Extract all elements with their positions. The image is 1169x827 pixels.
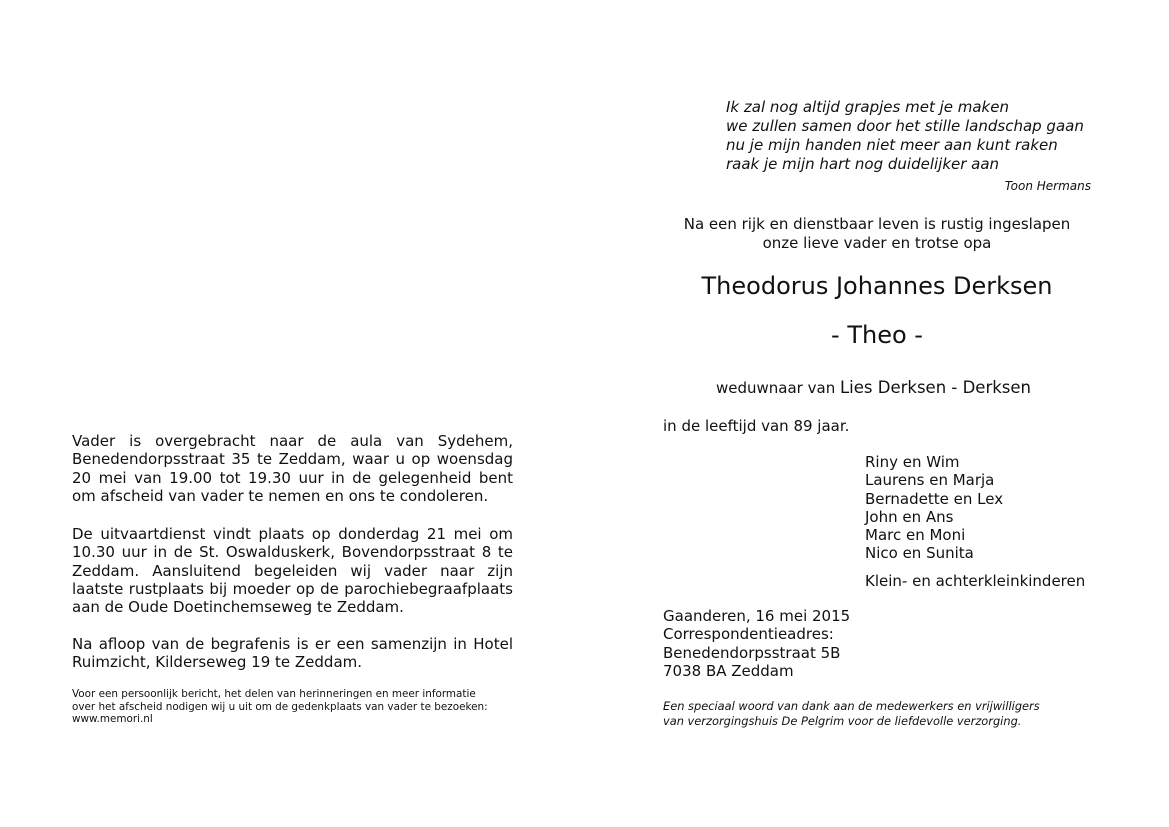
thanks-line: van verzorgingshuis De Pelgrim voor de liefdevolle verzorging. <box>663 714 1022 728</box>
poem-line: raak je mijn hart nog duidelijker aan <box>726 155 1000 173</box>
deceased-nickname: - Theo - <box>831 321 923 349</box>
deceased-full-name: Theodorus Johannes Derksen <box>701 272 1053 300</box>
correspondence-address <box>663 607 850 680</box>
family-member: Marc en Moni <box>865 526 966 545</box>
address-postal-city: 7038 BA Zeddam <box>663 661 794 680</box>
intro-line: onze lieve vader en trotse opa <box>762 234 992 252</box>
gathering-paragraph: Na afloop van de begrafenis is er een samenzijn in Hotel Ruimzicht, Kilderseweg 19 te Zeddam. <box>72 635 513 672</box>
family-list <box>865 453 1003 563</box>
address-label: Correspondentieadres: <box>663 625 834 644</box>
address-street: Benedendorpsstraat 5B <box>663 643 841 662</box>
poem <box>726 98 1092 174</box>
intro-line: Na een rijk en dienstbaar leven is rustig ingeslapen <box>683 215 1071 233</box>
visitation-paragraph: Vader is overgebracht naar de aula van Sydehem, Benedendorpsstraat 35 te Zeddam, waar u op woensdag 20 mei van 19.00 tot 19.30 uur in de gelegenheid bent om afscheid van vader te nemen en ons te condoleren. <box>72 432 513 505</box>
family-member: Nico en Sunita <box>865 544 974 563</box>
memori-link[interactable]: www.memori.nl <box>72 713 153 726</box>
funeral-service-paragraph: De uitvaartdienst vindt plaats op donderdag 21 mei om 10.30 uur in de St. Oswalduskerk, Bovendorpsstraat 8 te Zeddam. Aansluitend begeleiden wij vader naar zijn laatste rustplaats bij moeder op de parochiebegraafplaats aan de Oude Doetinchemseweg te Zeddam. <box>72 525 513 617</box>
poem-author: Toon Hermans <box>1004 179 1091 193</box>
widower-line <box>716 378 1031 398</box>
family-member: Riny en Wim <box>865 453 960 471</box>
family-member: John en Ans <box>865 507 954 526</box>
thanks-note <box>663 699 1093 729</box>
memori-note-line: over het afscheid nodigen wij u uit om de gedenkplaats van vader te bezoeken: <box>72 700 488 713</box>
grandchildren-line: Klein- en achterkleinkinderen <box>865 572 1086 590</box>
widower-prefix: weduwnaar van <box>716 379 836 397</box>
memori-note-line: Voor een persoonlijk bericht, het delen van herinneringen en meer informatie <box>72 688 476 700</box>
family-member: Laurens en Marja <box>865 471 995 490</box>
memori-note <box>72 688 513 726</box>
poem-line: nu je mijn handen niet meer aan kunt raken <box>726 136 1058 154</box>
age-line: in de leeftijd van 89 jaar. <box>663 417 850 435</box>
poem-line: Ik zal nog altijd grapjes met je maken <box>726 98 1009 116</box>
poem-line: we zullen samen door het stille landschap gaan <box>726 117 1084 135</box>
place-date: Gaanderen, 16 mei 2015 <box>663 607 851 625</box>
thanks-line: Een speciaal woord van dank aan de medewerkers en vrijwilligers <box>663 699 1040 713</box>
family-member: Bernadette en Lex <box>865 489 1004 508</box>
spouse-name: Lies Derksen - Derksen <box>839 378 1031 397</box>
